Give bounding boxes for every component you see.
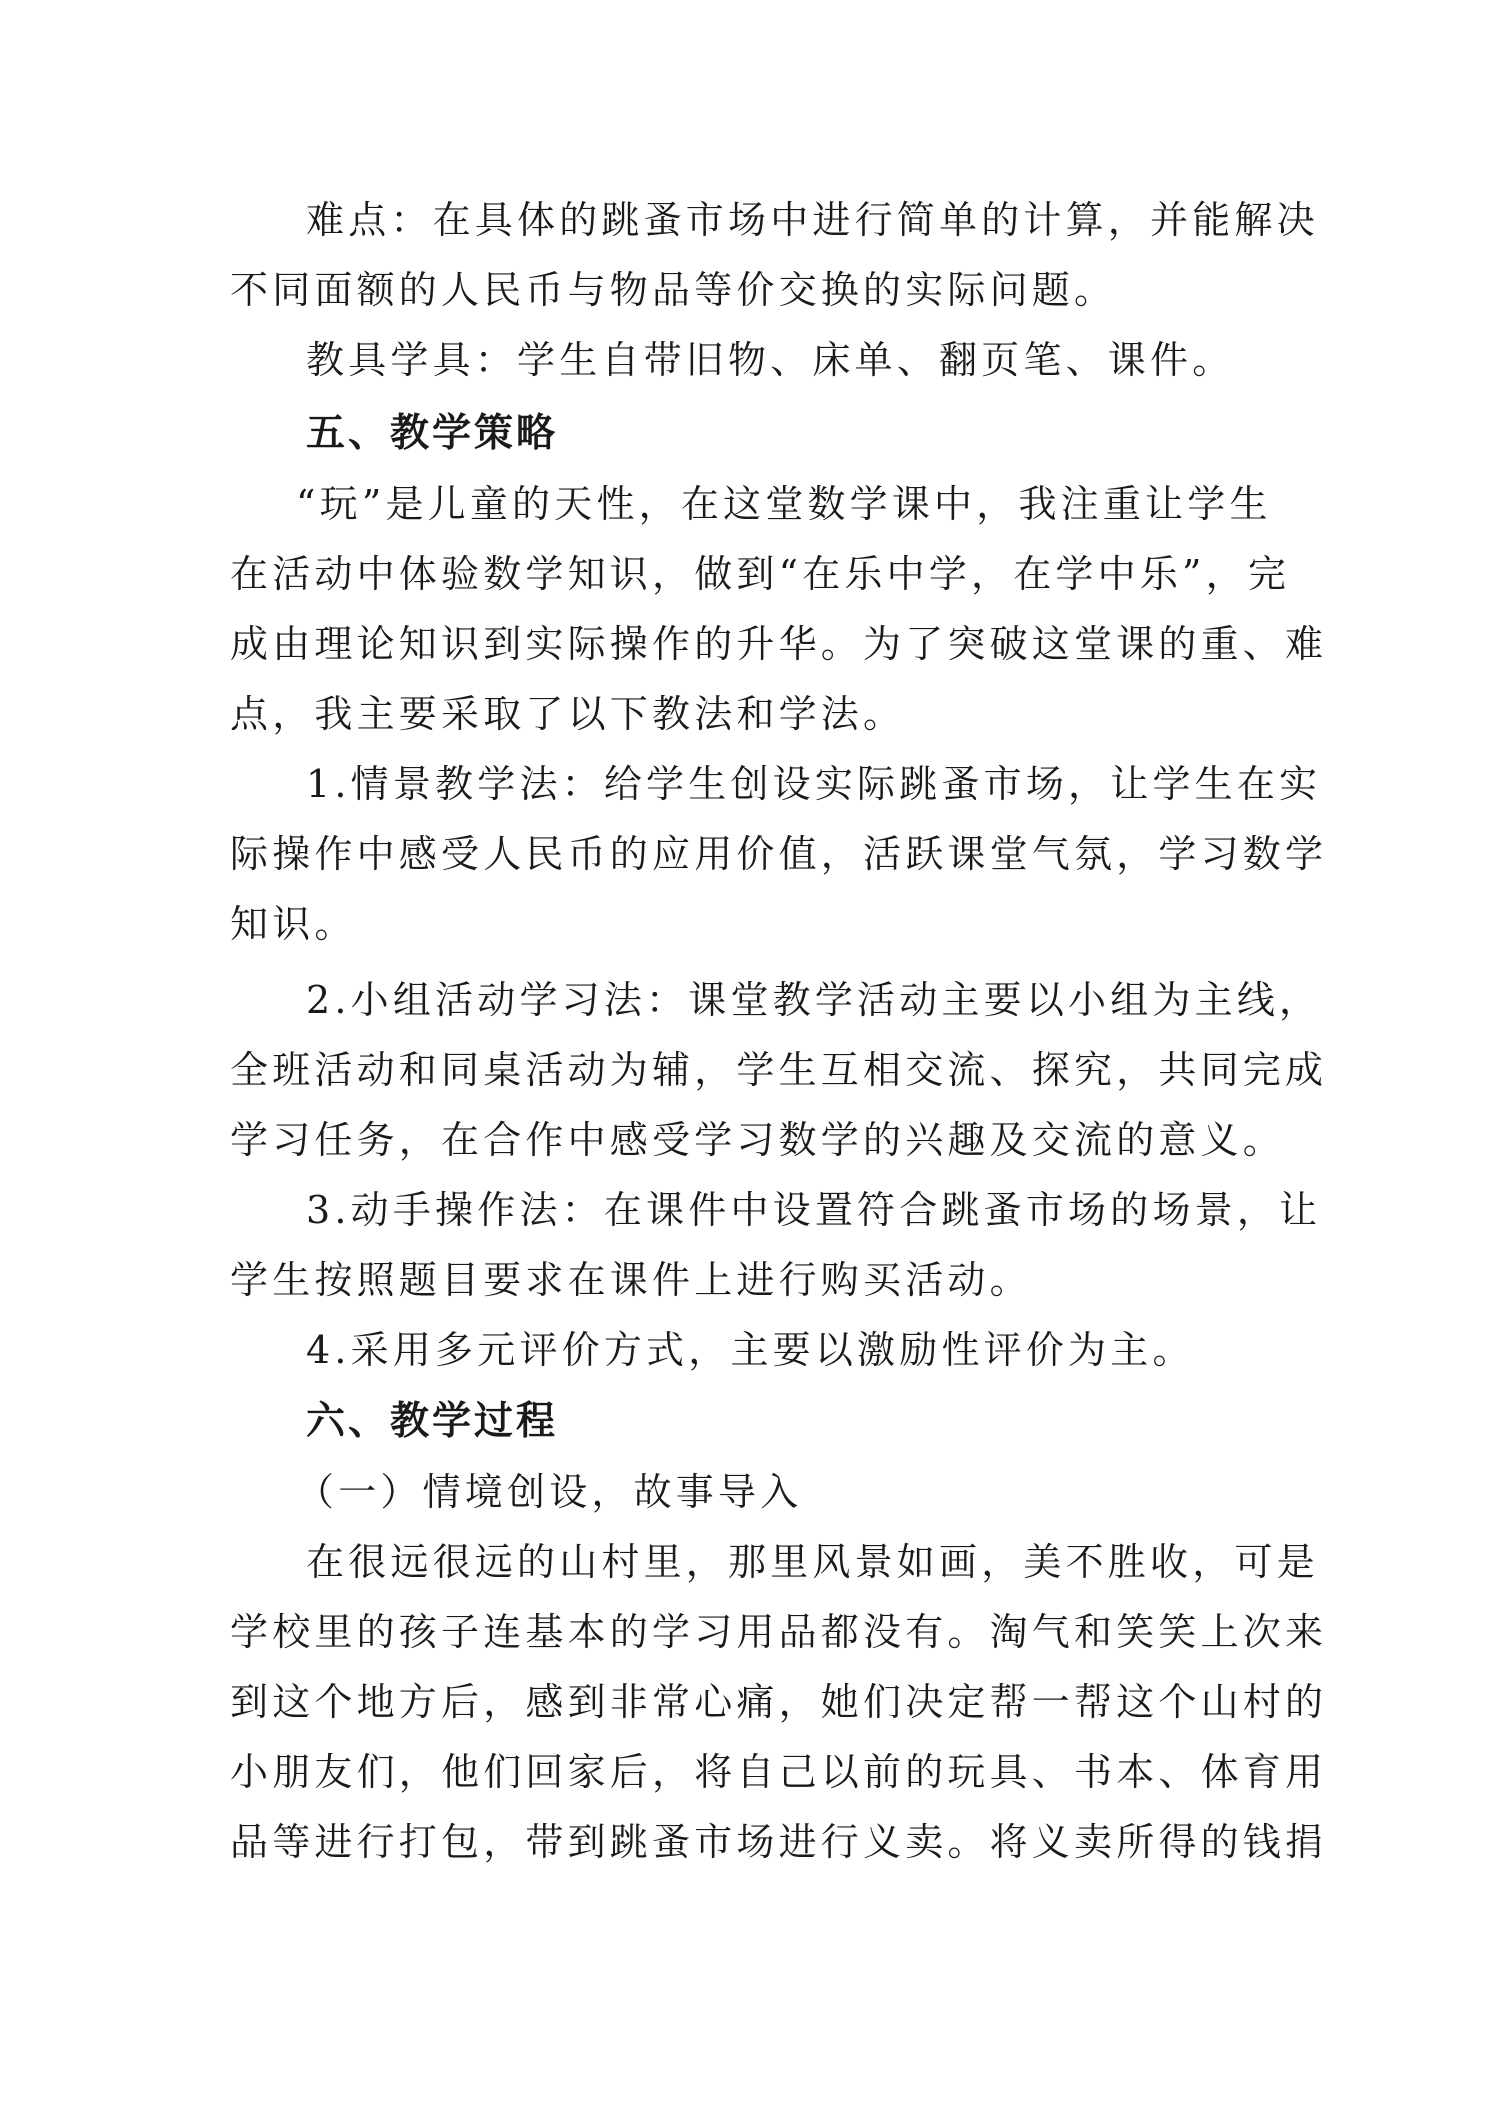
- method-1-line-2: 际操作中感受人民币的应用价值，活跃课堂气氛，学习数学: [230, 832, 1328, 876]
- teaching-aids-line: 教具学具：学生自带旧物、床单、翻页笔、课件。: [306, 338, 1235, 382]
- story-line: 在很远很远的山村里，那里风景如画，美不胜收，可是: [306, 1540, 1319, 1584]
- paragraph-line: 点，我主要采取了以下教法和学法。: [230, 692, 906, 736]
- subsection-heading: （一）情境创设，故事导入: [296, 1470, 803, 1514]
- story-line: 小朋友们，他们回家后，将自己以前的玩具、书本、体育用: [230, 1750, 1328, 1794]
- story-line: 学校里的孩子连基本的学习用品都没有。淘气和笑笑上次来: [230, 1610, 1328, 1654]
- story-line: 到这个地方后，感到非常心痛，她们决定帮一帮这个山村的: [230, 1680, 1328, 1724]
- difficulty-line-1: 难点：在具体的跳蚤市场中进行简单的计算，并能解决: [306, 198, 1319, 242]
- method-3-line-2: 学生按照题目要求在课件上进行购买活动。: [230, 1258, 1032, 1302]
- method-1-line-1: 1.情景教学法：给学生创设实际跳蚤市场，让学生在实: [306, 762, 1322, 806]
- section-heading-process: 六、教学过程: [306, 1399, 559, 1444]
- method-2-line-3: 学习任务，在合作中感受学习数学的兴趣及交流的意义。: [230, 1118, 1286, 1162]
- method-1-line-3: 知识。: [230, 902, 357, 946]
- method-2-line-1: 2.小组活动学习法：课堂教学活动主要以小组为主线，: [306, 978, 1322, 1022]
- paragraph-line: 成由理论知识到实际操作的升华。为了突破这堂课的重、难: [230, 622, 1328, 666]
- story-line: 品等进行打包，带到跳蚤市场进行义卖。将义卖所得的钱捐: [230, 1820, 1328, 1864]
- method-3-line-1: 3.动手操作法：在课件中设置符合跳蚤市场的场景，让: [306, 1188, 1322, 1232]
- paragraph-line: 在活动中体验数学知识，做到“在乐中学，在学中乐”，完: [230, 552, 1291, 596]
- method-4-line: 4.采用多元评价方式，主要以激励性评价为主。: [306, 1328, 1195, 1372]
- section-heading-strategy: 五、教学策略: [306, 411, 559, 456]
- method-2-line-2: 全班活动和同桌活动为辅，学生互相交流、探究，共同完成: [230, 1048, 1328, 1092]
- difficulty-line-2: 不同面额的人民币与物品等价交换的实际问题。: [230, 268, 1117, 312]
- paragraph-line: “玩”是儿童的天性，在这堂数学课中，我注重让学生: [296, 482, 1272, 526]
